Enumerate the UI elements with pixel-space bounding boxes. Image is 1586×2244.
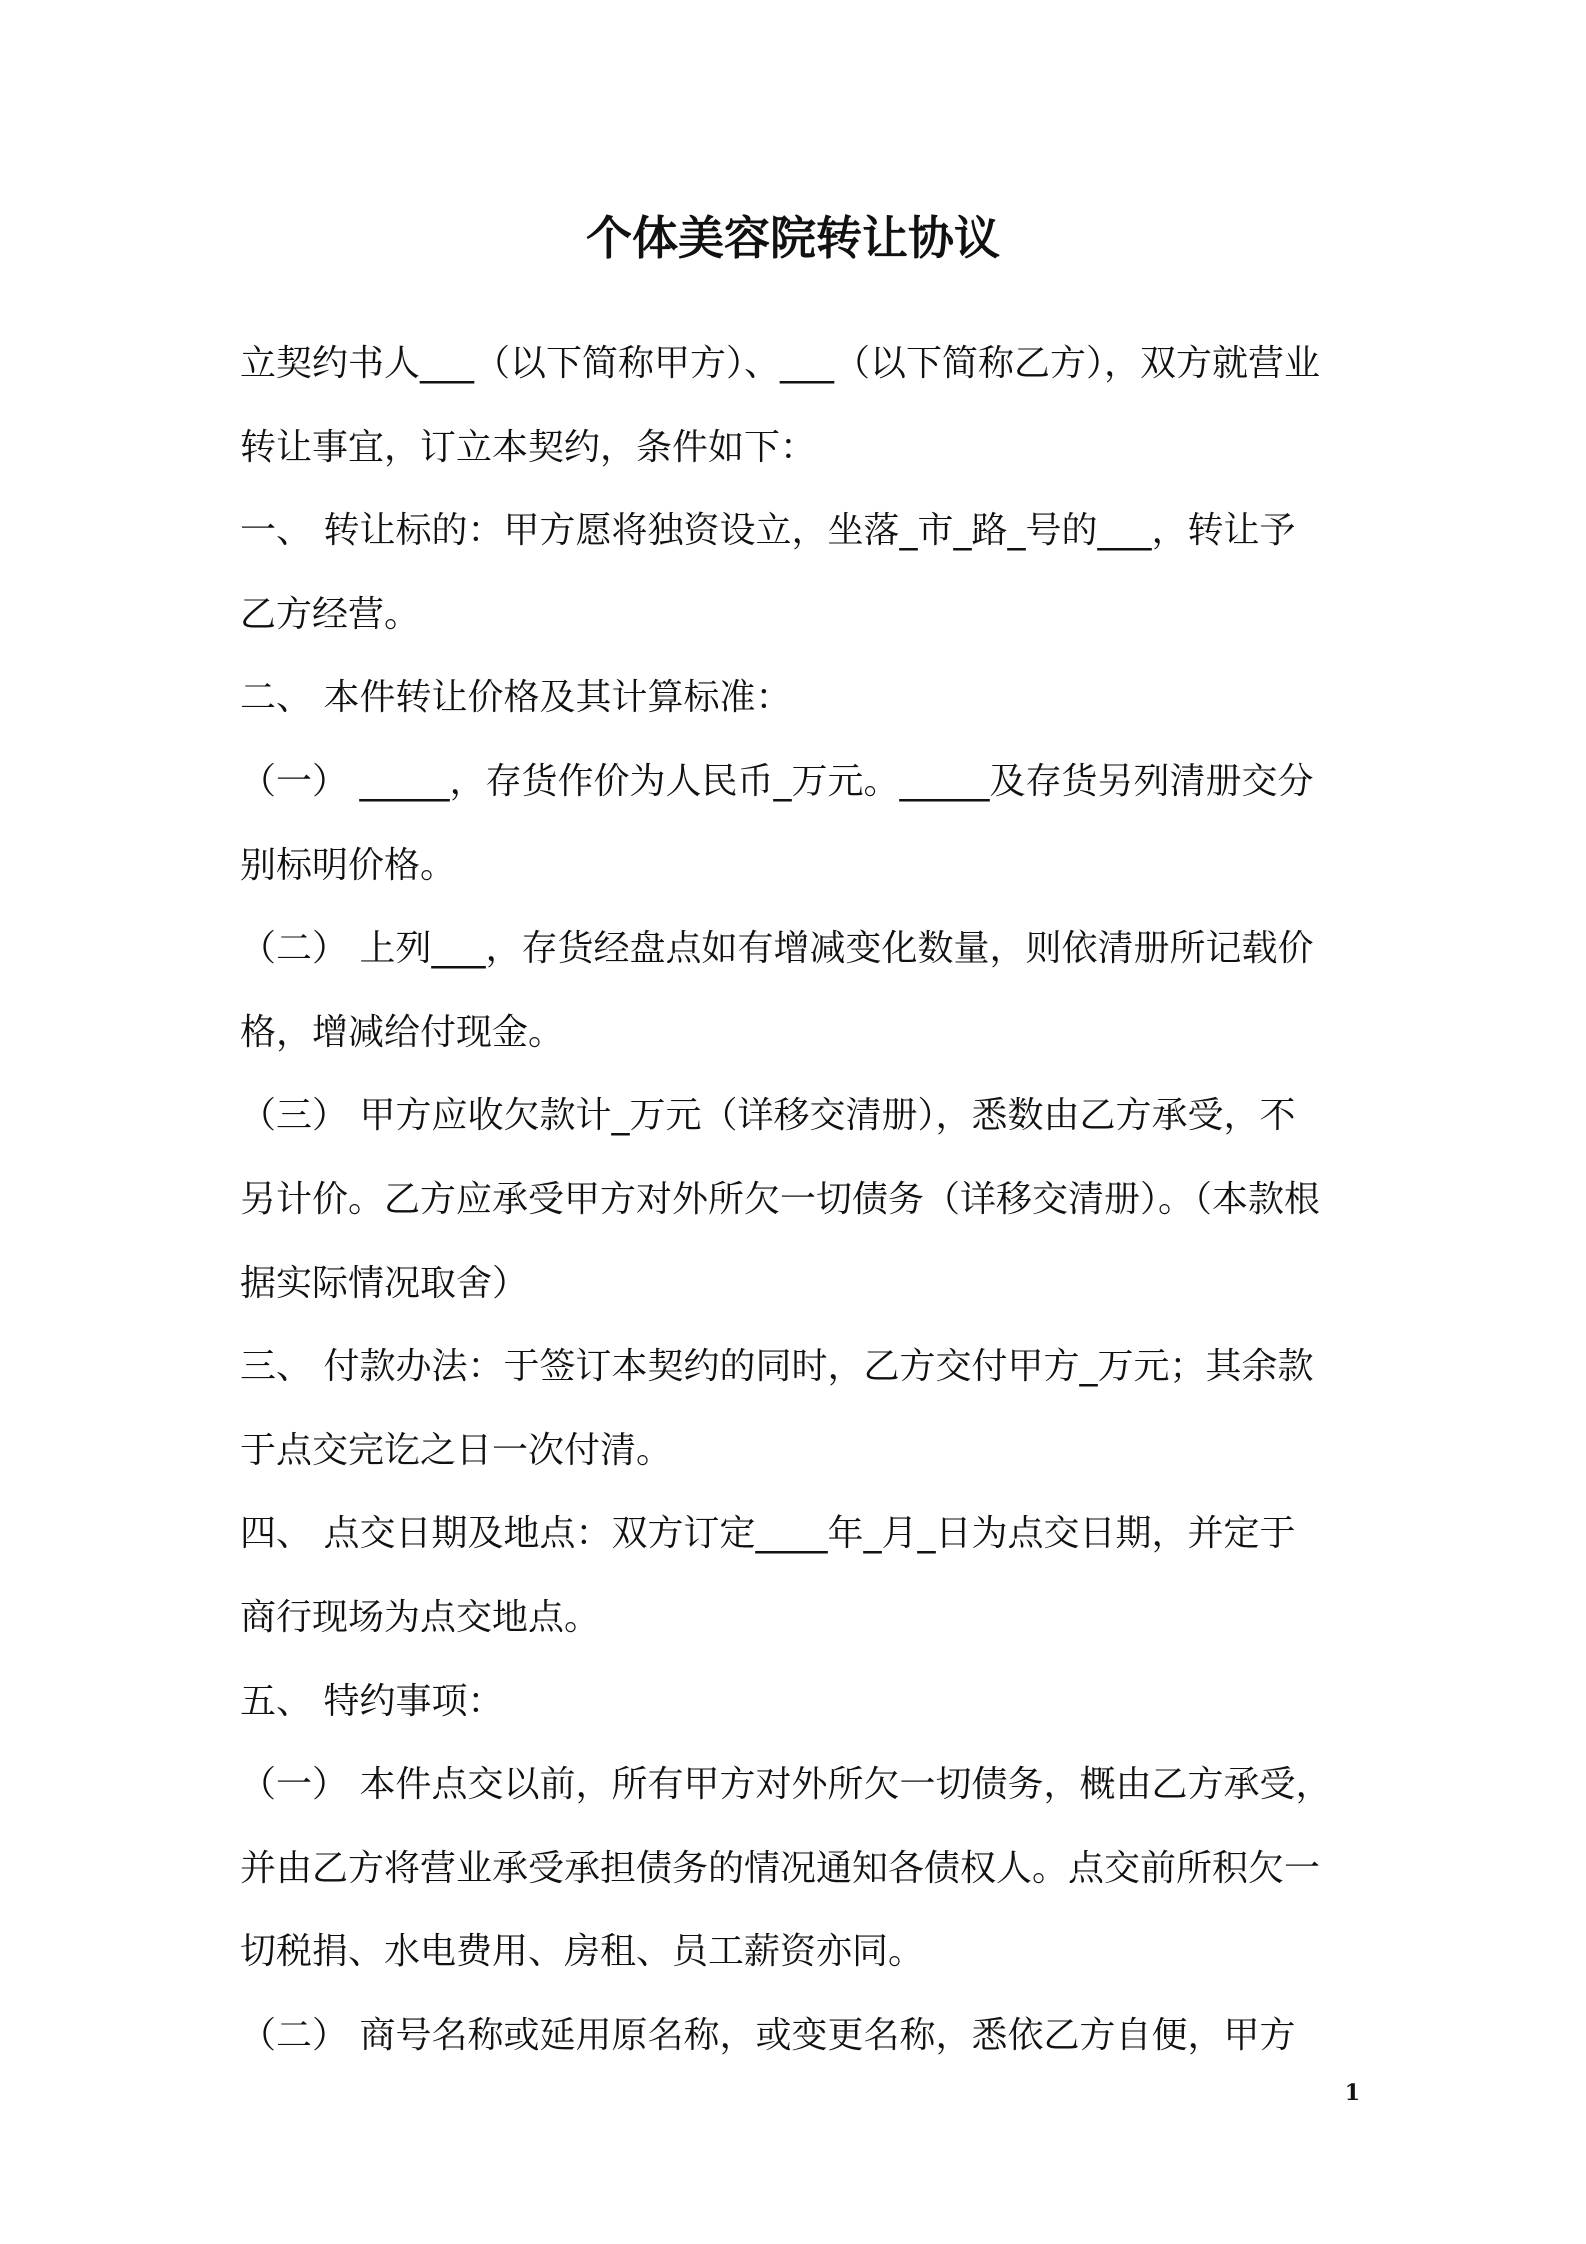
body-line: 别标明价格。 <box>240 844 457 886</box>
body-line: 一、 转让标的：甲方愿将独资设立，坐落_市_路_号的___，转让予 <box>240 510 1296 552</box>
body-line: 三、 付款办法：于签订本契约的同时，乙方交付甲方_万元；其余款 <box>240 1346 1314 1388</box>
body-line: 切税捐、水电费用、房租、员工薪资亦同。 <box>240 1931 925 1973</box>
body-line: 另计价。乙方应承受甲方对外所欠一切债务（详移交清册）。（本款根 <box>240 1178 1321 1220</box>
body-line: 转让事宜，订立本契约，条件如下： <box>240 426 817 468</box>
body-line: 乙方经营。 <box>240 593 421 635</box>
body-line: 并由乙方将营业承受承担债务的情况通知各债权人。点交前所积欠一 <box>240 1847 1321 1889</box>
body-line: 立契约书人___（以下简称甲方）、___（以下简称乙方），双方就营业 <box>240 343 1321 384</box>
body-line: 据实际情况取舍） <box>240 1262 529 1304</box>
body-line: 商行现场为点交地点。 <box>240 1596 601 1638</box>
body-line: （一） 本件点交以前，所有甲方对外所欠一切债务，概由乙方承受， <box>240 1764 1332 1806</box>
body-line: （二） 商号名称或延用原名称，或变更名称，悉依乙方自便，甲方 <box>240 2014 1296 2056</box>
body-line: 五、 特约事项： <box>240 1680 504 1722</box>
body-line: 格，增减给付现金。 <box>240 1011 565 1053</box>
body-line: （一） _____，存货作价为人民币_万元。_____及存货另列清册交分 <box>240 760 1314 802</box>
body-line: 四、 点交日期及地点：双方订定____年_月_日为点交日期，并定于 <box>240 1513 1296 1555</box>
body-line: 于点交完讫之日一次付清。 <box>240 1429 673 1471</box>
body-line: （二） 上列___，存货经盘点如有增减变化数量，则依清册所记载价 <box>240 928 1314 970</box>
document-title: 个体美容院转让协议 <box>586 211 1000 265</box>
document-body <box>240 322 1360 2077</box>
body-line: （三） 甲方应收欠款计_万元（详移交清册），悉数由乙方承受，不 <box>240 1095 1296 1137</box>
body-line: 二、 本件转让价格及其计算标准： <box>240 677 792 719</box>
page-number: 1 <box>1344 2080 1360 2106</box>
